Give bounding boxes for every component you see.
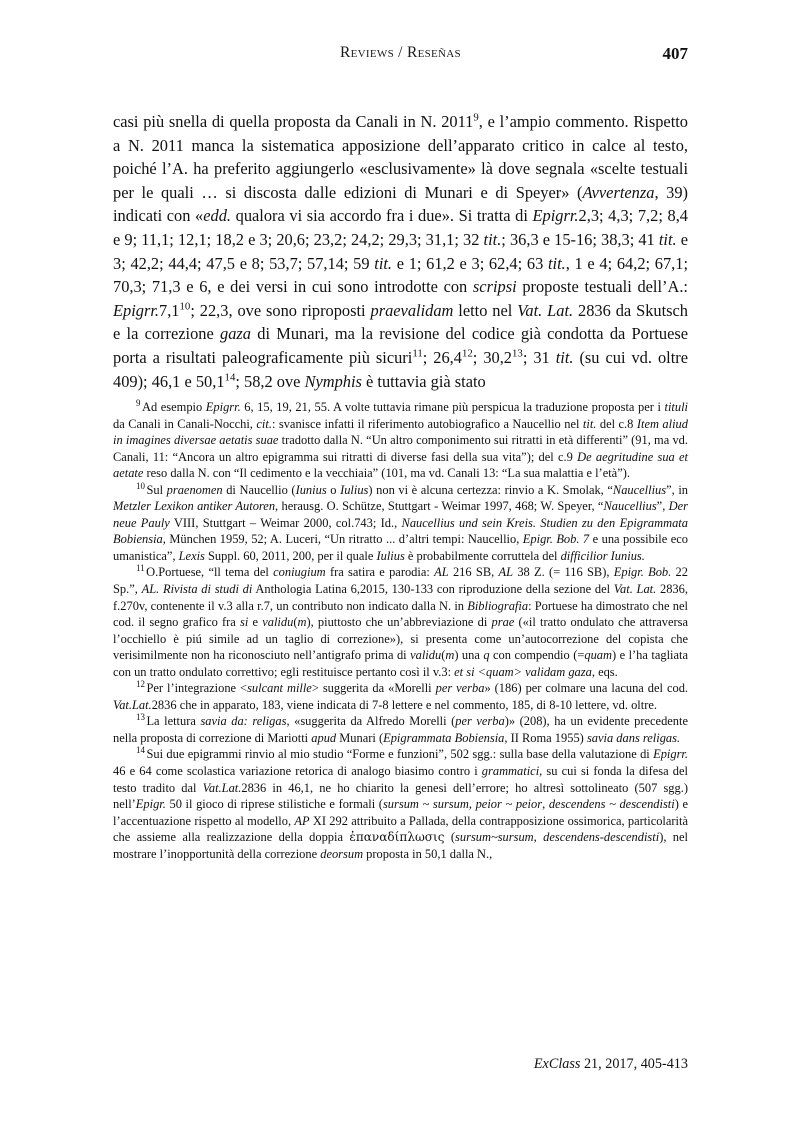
footnote-text: Ad esempio Epigrr. 6, 15, 19, 21, 55. A volte tuttavia rimane più perspicua la traduzione proposta per i tituli da Canali in Canali-Nocchi, cit.: svanisce infatti il riferimento autobiografico a Naucellio nel tit. del c.8 Item aliud in imagines diversae aetatis suae tradotto dalla N. “Un altro componimento sui ritratti in età differenti” (91, ma vd. Canali, 11: “Ancora un altro epigramma sui ritratti di diverse fasi della sua vita”); del c.9 De aegritudine sua et aetate reso dalla N. con “Il cedimento e la vecchiaia” (101, ma vd. Canali 13: “La sua malattia e l’età”).: [113, 400, 688, 481]
footnote-text: La lettura savia da: religas, «suggerita da Alfredo Morelli (per verba)» (208), ha un evidente precedente nella proposta di correzione di Mariotti apud Munari (Epigrammata Bobiensia, II Roma 1955) savia dans religas.: [113, 714, 689, 745]
footnote: [113, 680, 688, 713]
footnote-marker: 12: [136, 679, 145, 690]
running-head-title: Reviews / Reseñas: [340, 44, 461, 61]
footnote-text: Sul praenomen di Naucellio (Iunius o Iulius) non vi è alcuna certezza: rinvio a K. Smolak, “Naucellius”, in Metzler Lexikon antiker Autoren, herausg. O. Schütze, Stuttgart - Weimar 1997, 468; W. Speyer, “Naucellius”, Der neue Pauly VIII, Stuttgart – Weimar 2000, col.743; Id., Naucellius und sein Kreis. Studien zu den Epigrammata Bobiensia, München 1959, 52; A. Luceri, “Un ritratto ... d’altri tempi: Naucellio, Epigr. Bob. 7 e una possibile eco umanistica”, Lexis Suppl. 60, 2011, 200, per il quale Iulius è probabilmente corruttela del difficilior Iunius.: [113, 482, 689, 563]
footnote-text: O.Portuese, “ll tema del coniugium fra satira e parodia: AL 216 SB, AL 38 Z. (= 116 SB), Epigr. Bob. 22 Sp.”, AL. Rivista di studi di Anthologia Latina 6,2015, 130-133 con riproduzione della sezione del Vat. Lat. 2836, f.270v, contenente il v.3 alla r.7, un contributo non indicato dalla N. in Bibliografia: Portuese ha dimostrato che nel cod. il segno grafico fra si e validu(m), piuttosto che un’abbreviazione di prae («il tratto ondulato che attraversa l’occhiello è piú simile ad un taglio di correzione»), si presenta come un’autocorrezione del copista che verisimilmente non ha riconosciuto nell’antigrafo prima di validu(m) una q con compendio (=quam) e l’ha tagliata con un tratto ondulato correttivo; egli restituisce pertanto così il v.3: et si <quam> validam gaza, eqs.: [113, 565, 688, 679]
footnote-marker: 13: [136, 712, 145, 723]
page-number: 407: [662, 44, 688, 63]
footnote-marker: 11: [136, 563, 145, 574]
footnote-marker: 14: [136, 745, 145, 756]
journal-name: ExClass: [533, 1056, 581, 1072]
footnote: [113, 564, 688, 680]
footnotes-block: [113, 399, 688, 862]
body-text: [113, 110, 688, 393]
page-footer: [113, 1056, 688, 1073]
footnote-marker: 10: [136, 480, 145, 491]
footnote: [113, 746, 688, 862]
footnote-marker: 9: [136, 397, 141, 408]
footnote-text: Sui due epigrammi rinvio al mio studio “Forme e funzioni”, 502 sgg.: sulla base della valutazione di Epigrr. 46 e 64 come scolastica variazione retorica di analogo biasimo contro i grammatici, su cui si fonda la difesa del testo tradito dal Vat.Lat.2836 in 46,1, ne ho chiarito la genesi dell’errore; ho altresì sottolineato (507 sgg.) nell’Epigr. 50 il gioco di riprese stilistiche e formali (sursum ~ sursum, peior ~ peior, descendens ~ descendisti) e l’accentuazione rispetto al modello, AP XI 292 attribuito a Pallada, della contrapposizione ossimorica, particolarità che assieme alla realizzazione della doppia ἐπαναδίπλωσις (sursum~sursum, descendens-descendisti), nel mostrare l’inopportunità della correzione deorsum proposta in 50,1 dalla N.,: [113, 747, 689, 861]
body-paragraph: casi più snella di quella proposta da Canali in N. 2011$^9$, e l’ampio commento. Rispetto a N. 2011 manca la sistematica apposizione dell’apparato critico in calce al testo, poiché l’A. ha preferito aggiungerlo «esclusivamente» là dove segnala «scelte testuali per le quali … si discosta dalle edizioni di Munari e di Speyer» (Avvertenza, 39) indicati con «edd. qualora vi sia accordo fra i due». Si tratta di Epigrr.2,3; 4,3; 7,2; 8,4 e 9; 11,1; 12,1; 18,2 e 3; 20,6; 23,2; 24,2; 29,3; 31,1; 32 tit.; 36,3 e 15-16; 38,3; 41 tit. e 3; 42,2; 44,4; 47,5 e 8; 53,7; 57,14; 59 tit. e 1; 61,2 e 3; 62,4; 63 tit., 1 e 4; 64,2; 67,1; 70,3; 71,3 e 6, e dei versi in cui sono introdotte con scripsi proposte testuali dell’A.: Epigrr.7,1$^{10}$; 22,3, ove sono riproposti praevalidam letto nel Vat. Lat. 2836 da Skutsch e la correzione gaza di Munari, ma la revisione del codice già condotta da Portuese porta a risultati paleograficamente più sicuri$^{11}$; 26,4$^{12}$; 30,2$^{13}$; 31 tit. (su cui vd. oltre 409); 46,1 e 50,1$^{14}$; 58,2 ove Nymphis è tuttavia già stato: [113, 111, 689, 391]
footnote: [113, 482, 688, 565]
footnote: [113, 399, 688, 482]
running-head: [113, 44, 688, 70]
footnote: [113, 713, 688, 746]
journal-citation: 21, 2017, 405-413: [580, 1056, 688, 1072]
footnote-text: Per l’integrazione <sulcant mille> suggerita da «Morelli per verba» (186) per colmare una lacuna del cod. Vat.Lat.2836 che in apparato, 183, viene indicata di 7-8 lettere e nel commento, 185, di 8-10 lettere, vd. oltre.: [113, 681, 689, 712]
